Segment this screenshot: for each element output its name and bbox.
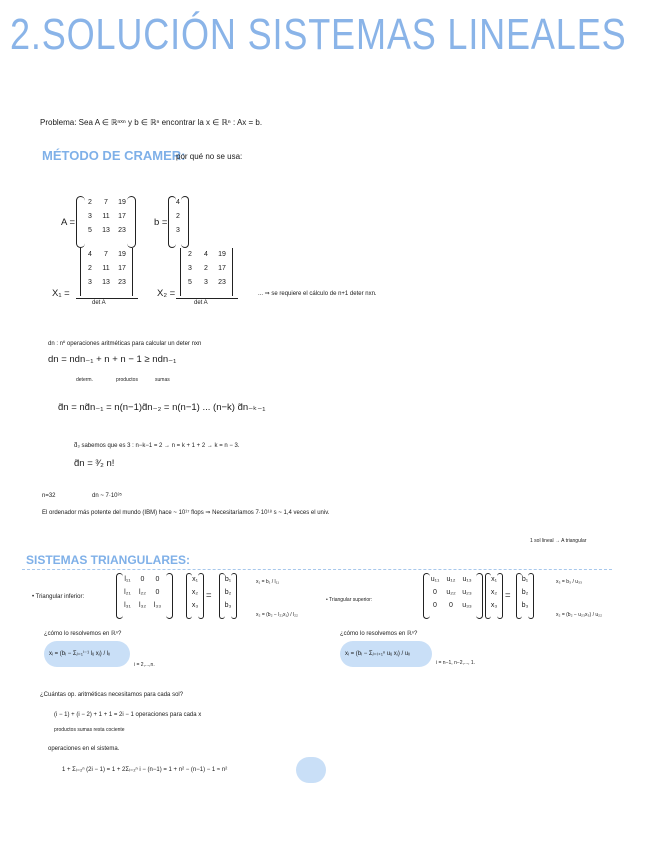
vector-b-label: b = bbox=[154, 217, 168, 228]
matrix-a-cell: 5 bbox=[88, 227, 92, 234]
lineal-note: 1 sol lineal → A triangular bbox=[530, 538, 587, 544]
l-matrix-cell: l₂₁ bbox=[124, 589, 131, 596]
b-vector-cell: b₃ bbox=[224, 602, 232, 609]
ibm-note: El ordenador más potente del mundo (IBM) hace ~ 10¹⁷ flops ⇒ Necesitaríamos 7·10¹⁸ s ~ 1,4 veces el univ. bbox=[42, 510, 330, 516]
l-matrix-cell: 0 bbox=[155, 589, 160, 596]
arrow-label-sumas: sumas bbox=[155, 377, 170, 383]
x1-denominator: det A bbox=[92, 300, 106, 306]
equals-inf: = bbox=[206, 590, 212, 601]
como-inferior: ¿cómo lo resolvemos en ℝⁿ? bbox=[44, 631, 122, 637]
ops-breakdown: productos sumas resta cociente bbox=[54, 727, 125, 733]
u-matrix-cell: u₁₂ bbox=[446, 576, 456, 583]
x1-num-cell: 4 bbox=[88, 251, 92, 258]
x2-label: X₂ = bbox=[157, 288, 176, 299]
u-matrix-cell: u₂₂ bbox=[446, 589, 456, 596]
page-title: 2.SOLUCIÓN SISTEMAS LINEALES bbox=[10, 10, 627, 59]
triangular-inferior-label: • Triangular inferior: bbox=[32, 594, 85, 600]
vector-b-right-paren bbox=[181, 196, 189, 248]
matrix-a-cell: 13 bbox=[102, 227, 110, 234]
formula-superior: xᵢ = (bᵢ − Σⱼ₌ᵢ₊₁ⁿ uᵢⱼ xⱼ) / uᵢᵢ bbox=[345, 651, 411, 657]
x-vector-cell: x₃ bbox=[490, 602, 498, 609]
b-vector-sup-right-paren bbox=[528, 573, 534, 619]
total-ops-formula: 1 + Σᵢ₌₂ⁿ (2i − 1) = 1 + 2Σᵢ₌₂ⁿ i − (n−1) = 1 + n² − (n−1) − 1 ≈ n² bbox=[62, 767, 228, 773]
x2-num-cell: 2 bbox=[204, 265, 208, 272]
u-matrix-cell: u₁₁ bbox=[430, 576, 440, 583]
x2-det-left-bar bbox=[180, 248, 181, 296]
cramer-heading: MÉTODO DE CRAMER: bbox=[42, 148, 186, 163]
matrix-a-cell: 3 bbox=[88, 213, 92, 220]
x2-num-cell: 19 bbox=[218, 251, 226, 258]
triangulares-heading: SISTEMAS TRIANGULARES: bbox=[26, 553, 191, 567]
x2-num-cell: 2 bbox=[188, 251, 192, 258]
x2-num-cell: 5 bbox=[188, 279, 192, 286]
l-matrix-cell: 0 bbox=[140, 576, 145, 583]
l-matrix-right-paren bbox=[166, 573, 173, 619]
formula-inferior: xᵢ = (bᵢ − Σⱼ₌₁ⁱ⁻¹ lᵢⱼ xⱼ) / lᵢᵢ bbox=[49, 651, 111, 657]
dn-approx: dn ~ 7·10³⁵ bbox=[92, 493, 123, 499]
x2-num-cell: 23 bbox=[218, 279, 226, 286]
cuantas-question: ¿Cuántas op. aritméticas necesitamos para cada sol? bbox=[40, 692, 184, 698]
x1-num-cell: 13 bbox=[102, 279, 110, 286]
x2-num-cell: 3 bbox=[188, 265, 192, 272]
x-vector-cell: x₁ bbox=[491, 576, 497, 583]
problem-statement: Problema: Sea A ∈ ℝⁿˣⁿ y b ∈ ℝⁿ encontrar la x ∈ ℝⁿ : Ax = b. bbox=[40, 118, 263, 127]
l-matrix-cell: 0 bbox=[155, 576, 160, 583]
x1-num-cell: 23 bbox=[118, 279, 126, 286]
x-vector-cell: x₃ bbox=[191, 602, 199, 609]
lower-triangular-matrix bbox=[120, 576, 165, 609]
u-matrix-cell: u₃₃ bbox=[462, 602, 472, 609]
x-vector-cell: x₁ bbox=[192, 576, 198, 583]
x2-inferior-formula: x₂ = (b₂ − l₂₁x₁) / l₂₂ bbox=[256, 612, 298, 618]
dn-recurrence: dn = ndn₋₁ + n + n − 1 ≥ ndn₋₁ bbox=[48, 354, 177, 365]
x2-num-cell: 4 bbox=[204, 251, 208, 258]
vector-b-cell: 4 bbox=[176, 199, 180, 206]
cramer-note: por qué no se usa: bbox=[176, 152, 243, 161]
range-inferior: i = 2,...,n. bbox=[134, 662, 155, 668]
b-vector-cell: b₁ bbox=[224, 576, 232, 583]
x1-num-cell: 7 bbox=[104, 251, 108, 258]
x1-numerator-matrix bbox=[82, 251, 130, 286]
b-vector-cell: b₂ bbox=[224, 589, 232, 596]
matrix-a-cell: 11 bbox=[102, 213, 110, 220]
x1-fraction-line bbox=[76, 298, 138, 299]
b-vector-cell: b₁ bbox=[521, 576, 529, 583]
vector-b-cell: 3 bbox=[176, 227, 180, 234]
x1-num-cell: 11 bbox=[102, 265, 110, 272]
equals-sup: = bbox=[505, 590, 511, 601]
como-superior: ¿cómo lo resolvemos en ℝⁿ? bbox=[340, 631, 418, 637]
matrix-a bbox=[82, 199, 130, 234]
n-value: n=32 bbox=[42, 493, 56, 499]
matrix-a-cell: 7 bbox=[104, 199, 108, 206]
x3-superior-formula: x₃ = b₃ / u₃₃ bbox=[556, 579, 583, 585]
dn-definition: dn : nº operaciones aritméticas para calcular un deter nxn bbox=[48, 341, 202, 347]
b-vector-cell: b₂ bbox=[521, 589, 529, 596]
dn-final: d̃n = ³⁄₂ n! bbox=[74, 458, 115, 469]
l-matrix-cell: l₁₁ bbox=[124, 576, 131, 583]
matrix-a-cell: 23 bbox=[118, 227, 126, 234]
dn-tilde-expansion: d̃n = nd̃n₋₁ = n(n−1)d̃n₋₂ = n(n−1) ... (n−k) d̃n₋ₖ₋₁ bbox=[58, 402, 266, 413]
upper-triangular-matrix bbox=[427, 576, 475, 609]
arrow-label-determ: determ. bbox=[76, 377, 93, 383]
total-highlight bbox=[296, 757, 326, 783]
matrix-a-cell: 19 bbox=[118, 199, 126, 206]
vector-b-cell: 2 bbox=[176, 213, 180, 220]
l-matrix-cell: l₃₃ bbox=[153, 602, 162, 609]
u-matrix-cell: 0 bbox=[433, 602, 437, 609]
l-matrix-cell: l₃₁ bbox=[124, 602, 131, 609]
x2-numerator-matrix bbox=[182, 251, 230, 286]
x2-denominator: det A bbox=[194, 300, 208, 306]
x2-num-cell: 3 bbox=[204, 279, 208, 286]
x1-num-cell: 2 bbox=[88, 265, 92, 272]
x1-num-cell: 17 bbox=[118, 265, 126, 272]
section-separator bbox=[22, 569, 612, 570]
u-matrix-cell: u₁₃ bbox=[462, 576, 472, 583]
range-superior: i = n−1, n−2,..., 1. bbox=[436, 660, 476, 666]
triangular-superior-label: • Triangular superior: bbox=[326, 597, 373, 603]
matrix-a-cell: 17 bbox=[118, 213, 126, 220]
x2-num-cell: 17 bbox=[218, 265, 226, 272]
arrow-label-productos: productos bbox=[116, 377, 138, 383]
d3-note: d̃₃ sabemos que es 3 : n−k−1 = 2 → n = k + 1 + 2 → k = n − 3. bbox=[74, 443, 240, 449]
u-matrix-cell: 0 bbox=[433, 589, 437, 596]
x1-num-cell: 3 bbox=[88, 279, 92, 286]
l-matrix-cell: l₂₂ bbox=[139, 589, 146, 596]
matrix-a-cell: 2 bbox=[88, 199, 92, 206]
matrix-a-right-paren bbox=[127, 196, 136, 248]
u-matrix-right-paren bbox=[476, 573, 483, 619]
b-vector-inf-right-paren bbox=[231, 573, 237, 619]
ops-system-label: operaciones en el sistema. bbox=[48, 746, 120, 752]
x2-det-right-bar bbox=[232, 248, 233, 296]
x-vector-cell: x₂ bbox=[191, 589, 199, 596]
u-matrix-cell: 0 bbox=[449, 602, 453, 609]
x1-inferior-formula: x₁ = b₁ / l₁₁ bbox=[256, 579, 280, 585]
x2-fraction-line bbox=[176, 298, 238, 299]
x-vector-inf-right-paren bbox=[198, 573, 204, 619]
x1-num-cell: 19 bbox=[118, 251, 126, 258]
x-vector-cell: x₂ bbox=[490, 589, 498, 596]
x1-det-left-bar bbox=[80, 248, 81, 296]
l-matrix-cell: l₃₂ bbox=[138, 602, 147, 609]
x1-label: X₁ = bbox=[52, 288, 70, 299]
u-matrix-cell: u₂₃ bbox=[462, 589, 472, 596]
ops-per-solution: (i − 1) + (i − 2) + 1 + 1 = 2i − 1 operaciones para cada x bbox=[54, 712, 202, 718]
matrix-a-label: A = bbox=[61, 217, 75, 228]
x2-superior-formula: x₂ = (b₂ − u₂₃x₃) / u₂₂ bbox=[556, 612, 603, 618]
cramer-requirement-note: ... ⇒ se requiere el cálculo de n+1 deter nxn. bbox=[258, 291, 377, 297]
x-vector-sup-right-paren bbox=[497, 573, 503, 619]
b-vector-cell: b₃ bbox=[521, 602, 529, 609]
x1-det-right-bar bbox=[132, 248, 133, 296]
